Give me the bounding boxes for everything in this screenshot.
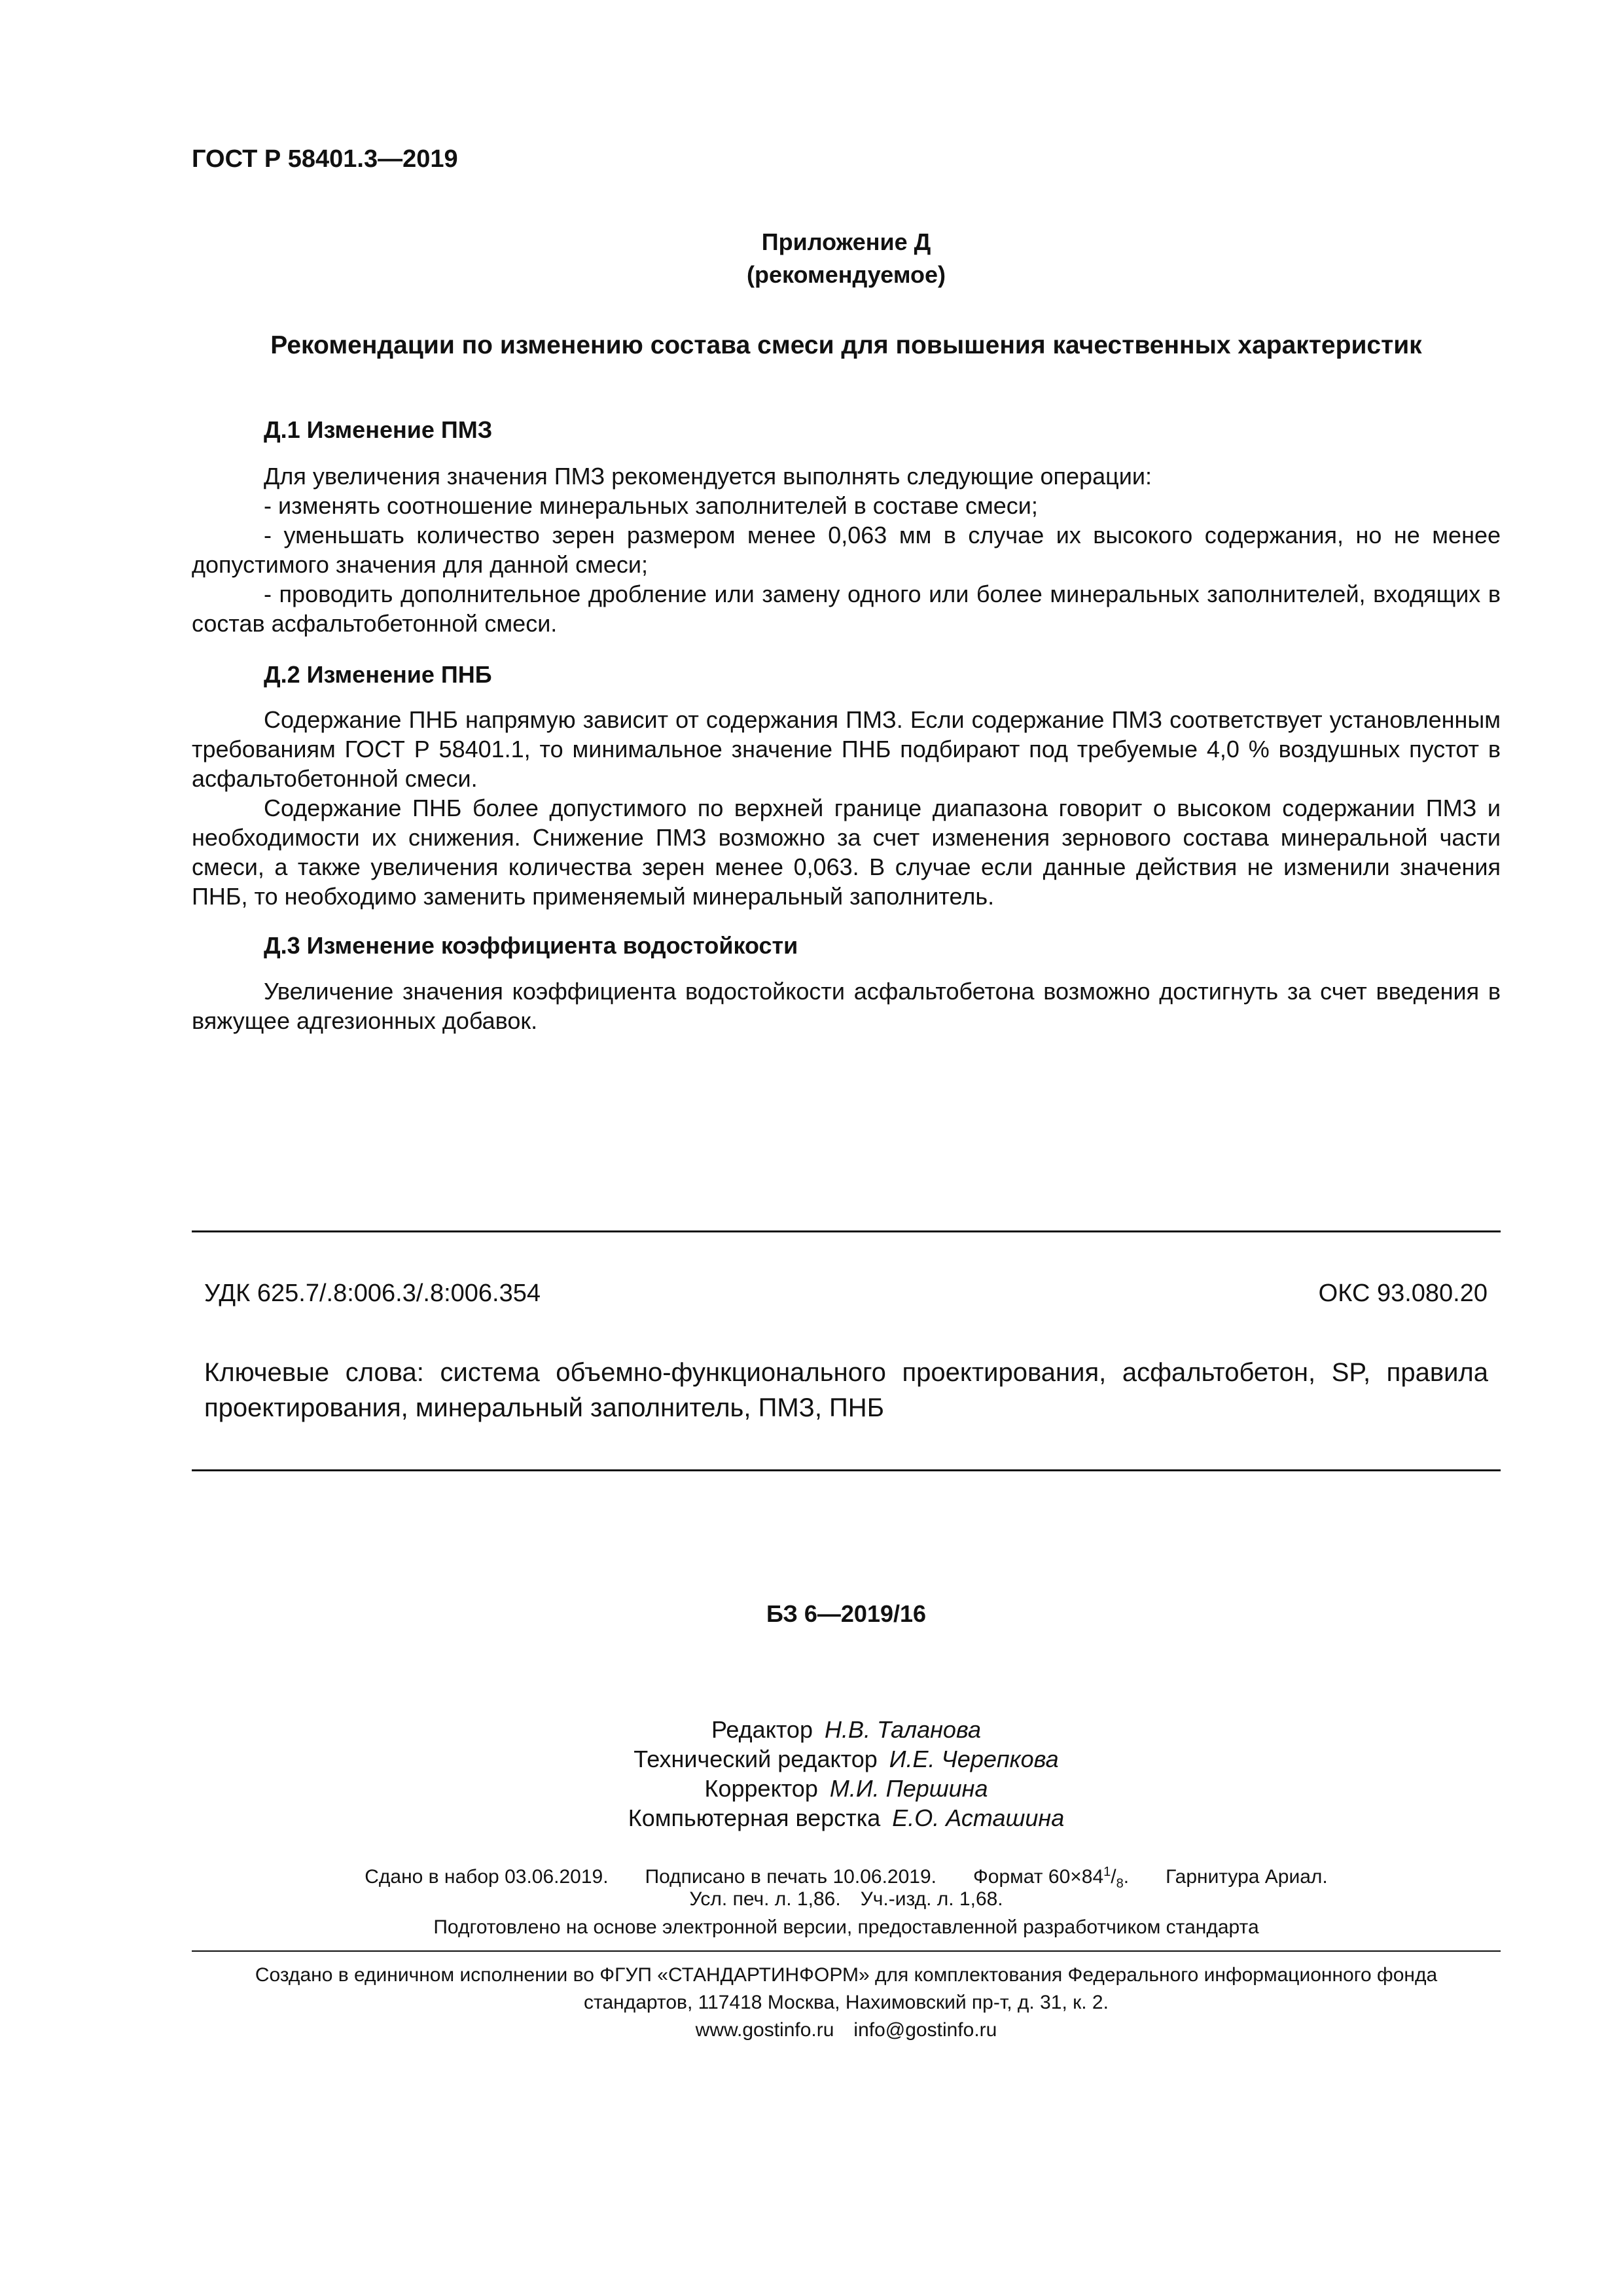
sheets-line — [192, 1886, 1501, 1912]
submitted-date: Сдано в набор 03.06.2019. — [365, 1866, 609, 1888]
footer-line-1: Создано в единичном исполнении во ФГУП «СТАНДАРТИНФОРМ» для комплектования Федерального информационного фонда — [255, 1964, 1438, 1986]
paragraph: - проводить дополнительное дробление или замену одного или более минеральных заполнителей, входящих в состав асфальтобетонной смеси. — [192, 581, 1501, 637]
credit-row — [192, 1744, 1501, 1774]
appendix-title: Рекомендации по изменению состава смеси для повышения качественных характеристик — [270, 331, 1422, 359]
paragraph: Содержание ПНБ более допустимого по верхней границе диапазона говорит о высоком содержании ПМЗ и необходимости их снижения. Снижение ПМЗ возможно за счет изменения зернового состава минеральной части смеси, а также увеличения количества зерен менее 0,063. В случае если данные действия не изменили значения ПНБ, то необходимо заменить применяемый минеральный заполнитель. — [192, 795, 1501, 910]
paragraph: Содержание ПНБ напрямую зависит от содержания ПМЗ. Если содержание ПМЗ соответствует установленным требованиям ГОСТ Р 58401.1, то минимальное значение ПНБ подбирают под требуемые 4,0 % воздушных пустот в асфальтобетонной смеси. — [192, 706, 1501, 792]
divider — [192, 1469, 1501, 1471]
keywords: Ключевые слова: система объемно-функционального проектирования, асфальтобетон, SP, правила проектирования, минеральный заполнитель, ПМЗ, ПНБ — [204, 1358, 1488, 1422]
credit-row — [192, 1803, 1501, 1833]
credits-block — [192, 1715, 1501, 1833]
website-link[interactable]: www.gostinfo.ru — [695, 2019, 834, 2041]
appendix-status: (рекомендуемое) — [747, 261, 946, 288]
section-body — [192, 461, 1501, 638]
footer-contacts — [192, 2017, 1501, 2043]
credit-row — [192, 1715, 1501, 1744]
udk-code: УДК 625.7/.8:006.3/.8:006.354 — [204, 1280, 541, 1307]
prepared-note: Подготовлено на основе электронной версии, предоставленной разработчиком стандарта — [433, 1916, 1259, 1938]
credit-role: Компьютерная верстка — [628, 1804, 881, 1831]
appendix-heading — [192, 226, 1501, 291]
credit-role: Технический редактор — [633, 1746, 878, 1772]
email-link[interactable]: info@gostinfo.ru — [853, 2019, 997, 2041]
section-heading: Д.1 Изменение ПМЗ — [264, 416, 493, 443]
section-body — [192, 705, 1501, 911]
paragraph: Увеличение значения коэффициента водостойкости асфальтобетона возможно достигнуть за счет введения в вяжущее адгезионных добавок. — [192, 978, 1501, 1034]
paragraph: - уменьшать количество зерен размером менее 0,063 мм в случае их высокого содержания, но не менее допустимого значения для данной смеси; — [192, 522, 1501, 578]
divider — [192, 1230, 1501, 1232]
oks-code: ОКС 93.080.20 — [1318, 1280, 1488, 1307]
section-body — [192, 977, 1501, 1035]
bz-number: БЗ 6—2019/16 — [766, 1600, 927, 1627]
signed-date: Подписано в печать 10.06.2019. — [645, 1866, 936, 1888]
footer-line-2: стандартов, 117418 Москва, Нахимовский пр-т, д. 31, к. 2. — [584, 1992, 1109, 2013]
credit-name: М.И. Першина — [829, 1775, 988, 1802]
paragraph: - изменять соотношение минеральных заполнителей в составе смеси; — [264, 492, 1038, 519]
section-heading: Д.3 Изменение коэффициента водостойкости — [264, 932, 798, 959]
credit-row — [192, 1774, 1501, 1803]
credit-role: Редактор — [711, 1716, 813, 1743]
credit-name: Н.В. Таланова — [824, 1716, 981, 1743]
edit-sheets: Уч.-изд. л. 1,68. — [860, 1888, 1003, 1910]
format: Формат $60\times 84^1/_8$. — [972, 1865, 1130, 1891]
credit-name: И.Е. Черепкова — [889, 1746, 1059, 1772]
document-id: ГОСТ Р 58401.3—2019 — [192, 145, 458, 173]
paragraph: Для увеличения значения ПМЗ рекомендуется выполнять следующие операции: — [264, 463, 1152, 490]
credit-role: Корректор — [704, 1775, 818, 1802]
divider — [192, 1950, 1501, 1952]
section-heading: Д.2 Изменение ПНБ — [264, 661, 492, 688]
typeface: Гарнитура Ариал. — [1166, 1866, 1328, 1888]
appendix-label: Приложение Д — [761, 228, 931, 255]
credit-name: Е.О. Асташина — [892, 1804, 1065, 1831]
print-sheets: Усл. печ. л. 1,86. — [689, 1888, 841, 1910]
